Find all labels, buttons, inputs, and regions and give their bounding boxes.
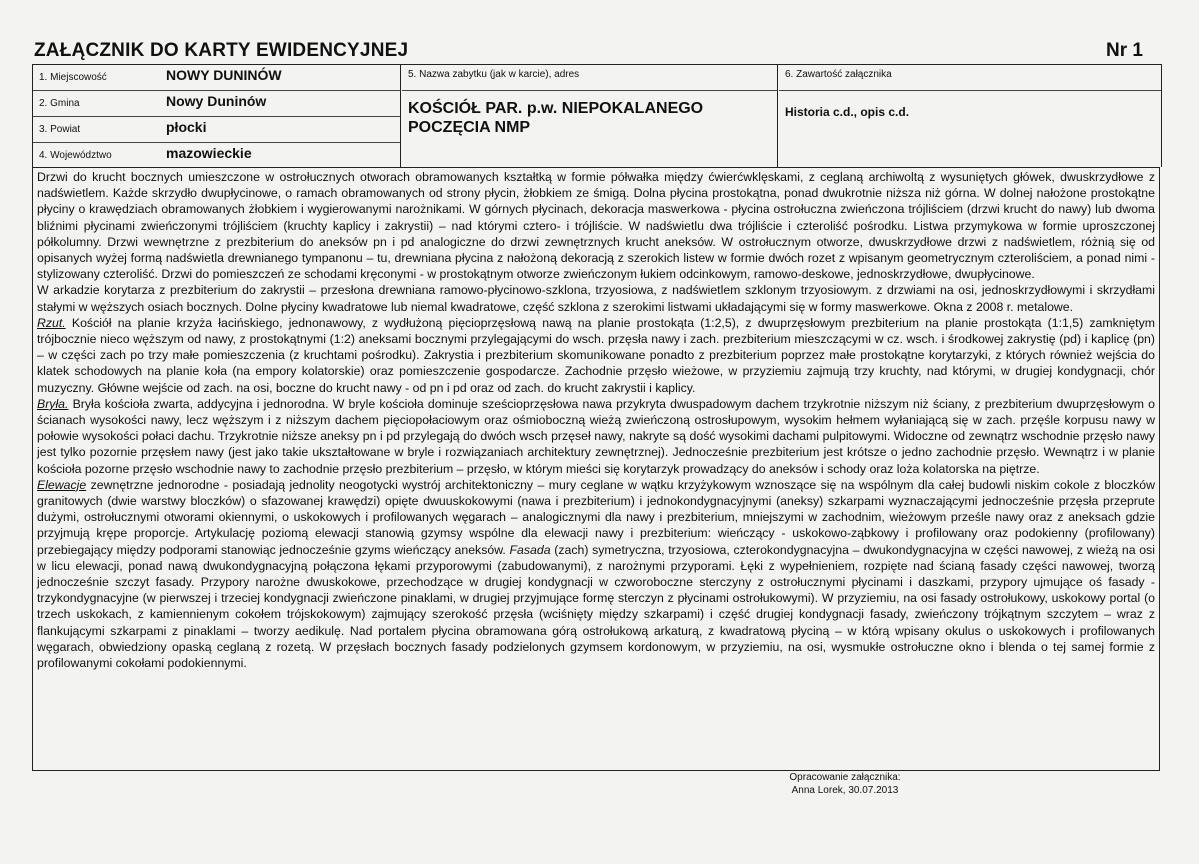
metadata-grid [32,64,1162,167]
field-value: mazowieckie [166,145,252,161]
attachment-contents: Historia c.d., opis c.d. [785,105,910,119]
section-heading-rzut: Rzut. [37,315,66,330]
field-value: NOWY DUNINÓW [166,67,282,83]
section-heading-elewacje: Elewacje [37,477,87,492]
field-gmina [33,91,400,117]
credit-author: Anna Lorek, 30.07.2013 [791,785,899,796]
field-powiat [33,117,400,143]
attachment-sheet [30,38,1185,771]
field-label: 3. Powiat [39,124,81,135]
paragraph-text: Kościół na planie krzyża łacińskiego, jednonawowy, z wydłużoną pięcioprzęsłową nawą na planie prostokąta (1:2,5), z dwuprzęsłowym prezbiterium na planie prostokąta (1:1,5) zamkniętym trójbocznie nieco węższym od nawy, z prostokątnymi (1:2) aneksami bocznymi przylegającymi do wsch. przęsła nawy i zach. prezbiterium mieszczącymi w cz. wsch. i środkowej zakrystię (pd) i kaplicę (pn) – w części zach po trzy małe pomieszczenia (z kruchtami pośrodku). Zakrystia i prezbiterium skomunikowane ponadto z prezbiterium poprzez małe prostokątne korytarzyki, z których również wejścia do klatek schodowych na planie koła (na empory kolatorskie) oraz pomieszczenie gospodarcze. Zachodnie przęsło wieżowe, w przyziemiu zajmują trzy kruchty, nad którymi, w drugiej kondygnacji, chór muzyczny. Główne wejście od zach. na osi, boczne do krucht nawy - od pn i pd oraz od zach. do krucht zakrystii i kaplicy. [37,315,1155,395]
header [30,38,1185,64]
field-value: płocki [166,119,207,135]
paragraph-doors: Drzwi do krucht bocznych umieszczone w ostrołucznych otworach obramowanych kształtką w formie półwałka między ćwierćwklęskami, z ceglaną archiwoltą z wysuniętych główek, dwuskrzydłowe z nadświetlem. Każde skrzydło dwupłycinowe, o ramach obramowanych od strony płycin, żłobkiem ze śmigą. Dolna płycina prostokątna, ponad dwukrotnie niższa niż górna. W dolnej nałożone prostokątne płyciny o krawędziach obramowanych żłobkiem i wygierowanymi narożnikami. W górnych płycinach, dekoracja maswerkowa - płycina ostrołuczna zwieńczona trójliściem (drzwi krucht do nawy) lub dwoma bliźnimi płycinami zwieńczonymi trójliściem (kruchty kaplicy i zakrystii) – nad którymi cztero- i trójliście. W nadświetlu dwa trójliście i czteroliść pośrodku. Listwa przymykowa w formie uproszczonej półkolumny. Drzwi wewnętrzne z prezbiterium do aneksów pn i pd analogiczne do drzwi zewnętrznych krucht aneksów. W ostrołucznym otworze, dwuskrzydłowe drzwi z nadświetlem, różnią się od opisanych wyżej formą nadświetla drewnianego tympanonu – tu, drewniana płycina z nałożoną dekoracją z szerokich listew w formie dwóch rozet z wpisanym geometrycznym czteroliściem, a ponad nimi - stylizowany czteroliść. Drzwi do pomieszczeń ze schodami kręconymi - w prostokątnym otworze zwieńczonym łukiem odcinkowym, ramowo-deskowe, jednoskrzydłowe, dwupłycinowe. [37,170,1155,282]
divider [402,90,777,91]
field-label: 6. Zawartość załącznika [785,69,892,80]
field-label: 1. Miejscowość [39,72,107,83]
credit-label: Opracowanie załącznika: [789,772,901,783]
location-column [33,65,401,167]
section-heading-bryla: Bryła. [37,396,69,411]
paragraph-elewacje [37,477,1155,671]
field-label: 5. Nazwa zabytku (jak w karcie), adres [408,69,580,80]
paragraph-rzut [37,315,1155,396]
description-body [32,167,1160,771]
monument-column [402,65,778,167]
field-value: Nowy Duninów [166,93,267,109]
monument-name: KOŚCIÓŁ PAR. p.w. NIEPOKALANEGO POCZĘCIA NMP [408,100,704,136]
paragraph-bryla [37,396,1155,477]
paragraph-text: (zach) symetryczna, trzyosiowa, czterokondygnacyjna – dwukondygnacyjna w części nawowej, z wieżą na osi w licu elewacji, ponad nawą dwukondygnacyjną połączona łękami przyporowymi (zabudowanymi), z narożnymi przyporami. Łęki z wypełnieniem, rozpięte nad ścianą fasady części nawowej, tworzą jednocześnie szczyt fasady. Przypory narożne dwuskokowe, przechodzące w drugiej kondygnacji w czworoboczne sterczyny z ostrołucznymi płycinami i daszkami, przypory ujmujące oś fasady - trzykondygnacyjne (w pierwszej i trzeciej kondygnacji zwieńczone pinaklami, w drugiej przyjmujące formę sterczyn z płycinami ostrołukowymi). W przyziemiu, na osi fasady ostrołukowy, uskokowy portal (o trzech uskokach, z kamiennienym cokołem trójskokowym) zajmujący szerokość przęsła (wciśnięty między szkarpami) i część drugiej kondygnacji fasady, zwieńczony trójkątnym szczytem – wraz z flankującymi szkarpami z pinaklami – tworzy aedikulę. Nad portalem płycina obramowana górą ostrołukową arkaturą, z kwadratową płyciną – w którą wpisany okulus o uskokowych i profilowanych węgarach, obwiedziony opaską ceglaną z rozetą. W przęsłach bocznych fasady podzielonych gzymsem kordonowym, w przyziemiu, na osi, wysmukłe ostrołuczne okno i blenda o tej samej formie z profilowanymi cokołami podokiennymi. [37,542,1155,671]
author-credit [783,771,907,797]
field-label: 4. Województwo [39,150,112,161]
divider [779,90,1161,91]
paragraph-text: Bryła kościoła zwarta, addycyjna i jednorodna. W bryle kościoła dominuje sześcioprzęsłowa nawa przykryta dwuspadowym dachem trzykrotnie niższym niż ściany, z prezbiterium dwuprzęsłowym o ścianach wysokości nawy, lecz węższym i z niższym dachem pięciopołaciowym oraz ośmioboczną wieżą zwieńczoną ostrosłupowym, wysokim hełmem wyłaniającą się w zach. przęśle korpusu nawy w połowie wysokości połaci dachu. Trzykrotnie niższe aneksy pn i pd przylegają do dwóch wsch przęseł nawy, nakryte są dość wysokimi dachami pulpitowymi. Widoczne od zewnątrz wschodnie przęsło nawy jest tylko pozornie przęsłem nawy (jest jako takie ukształtowane w bryle i rozwiązaniach architektury zewnętrznej). Jednocześnie prezbiterium jest krótsze o jedno zachodnie przęsło. Wewnątrz i w planie kościoła pozorne przęsło wschodnie nawy to zachodnie przęsło prezbiterium – przęsło, w którym mieści się korytarzyk prowadzący do aneksów i schody oraz loża kolatorska na piętrze. [37,396,1155,476]
page-title: ZAŁĄCZNIK DO KARTY EWIDENCYJNEJ [34,40,409,61]
paragraph-arcade: W arkadzie korytarza z prezbiterium do zakrystii – przesłona drewniana ramowo-płycinowo-szklona, trzyosiowa, z nadświetlem szklonym trzyosiowym. z drzwiami na osi, jednoskrzydłowymi i skrzydłami stałymi w węższych osiach bocznych. Dolne płyciny kwadratowe lub niemal kwadratowe, część szklona z szerokimi listwami układającymi się w formy maswerkowe. Okna z 2008 r. metalowe. [37,283,1155,314]
field-label: 2. Gmina [39,98,80,109]
field-miejscowosc [33,65,400,91]
contents-column [779,65,1161,167]
attachment-number: Nr 1 [1106,40,1143,61]
fasada-term: Fasada [509,542,551,557]
field-wojewodztwo [33,143,400,168]
paragraph-text: zewnętrzne jednorodne - posiadają jednolity neogotycki wystrój architektoniczny – mury ceglane w wątku krzyżykowym wznoszące się na wspólnym dla całej budowli niskim cokole z bloczków granitowych (dwie warstwy bloczków) o sfazowanej krawędzi) opięte dwuuskokowymi (nawa i prezbiterium) i jednokondygnacyjnymi (aneksy) szkarpami wyznaczającymi jednocześnie przęsła przeprute dużymi, ostrołucznymi otworami okiennymi, o uskokowych i profilowanych węgarach – analogicznymi dla nawy i prezbiterium, mniejszymi w zachodnim, wieżowym prześle nawy oraz z aneksach gdzie przyjmują krępe proporcje. Artykulację poziomą elewacji stanowią gzymsy wspólne dla elewacji nawy i prezbiterium: wieńczący - uskokowo-ząbkowy i profilowany oraz podokienny (profilowany) przebiegający między podporami stanowiąc jednocześnie gzyms wieńczący aneksów. [37,477,1155,557]
